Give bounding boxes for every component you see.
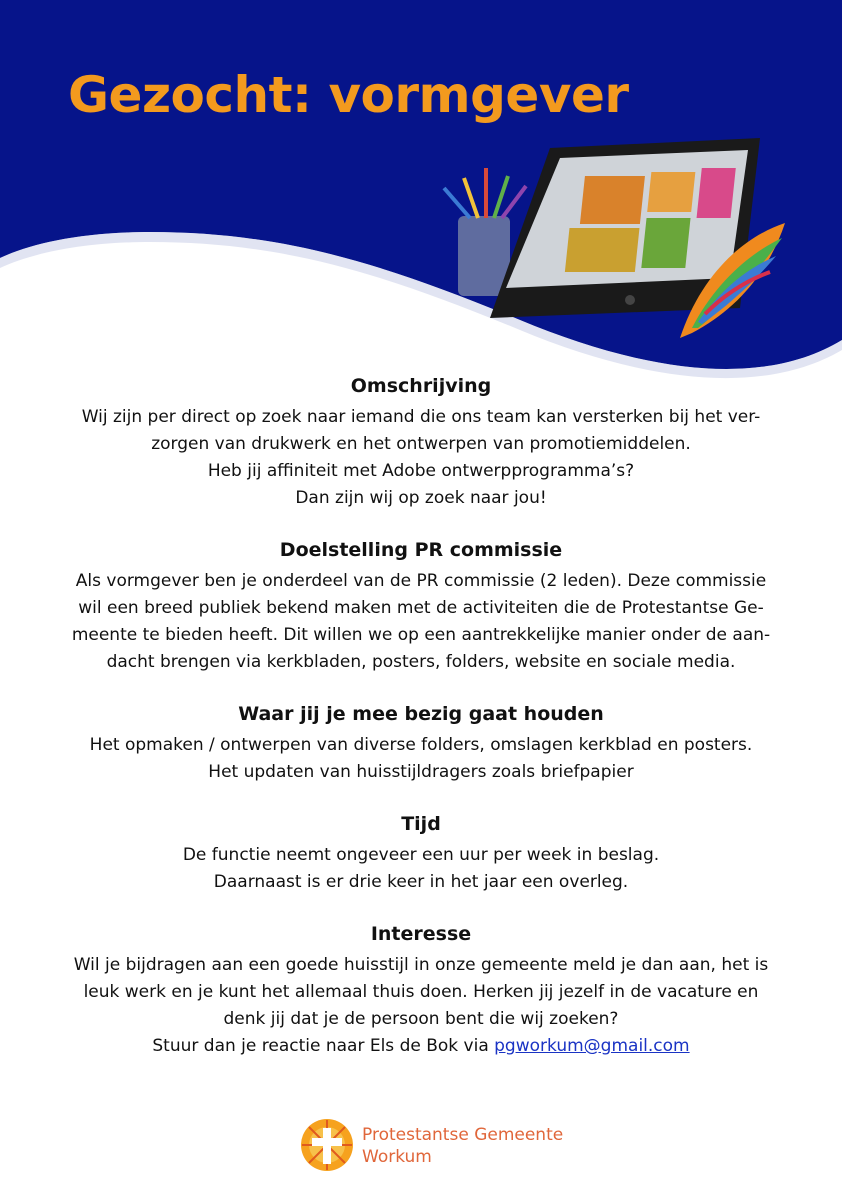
section-text: Wil je bijdragen aan een goede huisstijl in onze gemeente meld je dan aan, het is leuk werk en je kunt het allemaal thuis doen. Herken jij jezelf in de vacature en denk jij dat je de persoon bent die wij zoeken? Stuur dan je reactie naar Els de Bok via pgworkum@gmail.com: [73, 955, 769, 1056]
content-body: [30, 372, 812, 1084]
section-interesse: [30, 920, 812, 1060]
section-heading: Omschrijving: [350, 375, 492, 397]
organization-name: Protestantse Gemeente Workum: [362, 1125, 564, 1167]
section-tijd: [30, 810, 812, 896]
section-text: De functie neemt ongeveer een uur per week in beslag. Daarnaast is er drie keer in het jaar een overleg.: [182, 845, 660, 892]
section-heading: Interesse: [370, 923, 472, 945]
sun-cross-logo-icon: [300, 1118, 354, 1172]
section-text: Het opmaken / ontwerpen van diverse folders, omslagen kerkblad en posters. Het updaten van huisstijldragers zoals briefpapier: [89, 735, 753, 782]
section-heading: Doelstelling PR commissie: [279, 539, 563, 561]
tablet-illustration-icon: [430, 128, 790, 358]
section-heading: Tijd: [401, 813, 441, 835]
contact-email-link[interactable]: pgworkum@gmail.com: [494, 1036, 690, 1056]
section-heading: Waar jij je mee bezig gaat houden: [238, 703, 604, 725]
header-banner: [0, 0, 842, 380]
section-omschrijving: [30, 372, 812, 512]
section-text: Als vormgever ben je onderdeel van de PR commissie (2 leden). Deze commissie wil een breed publiek bekend maken met de activiteiten die de Protestantse Ge- meente te bieden heeft. Dit willen we op een aantrekkelijke manier onder de aan- dacht brengen via kerkbladen, posters, folders, website en sociale media.: [71, 571, 771, 672]
section-taken: [30, 700, 812, 786]
section-doelstelling: [30, 536, 812, 676]
footer-logo: [300, 1118, 620, 1174]
page-title: Gezocht: vormgever: [68, 66, 629, 124]
section-text: Wij zijn per direct op zoek naar iemand die ons team kan versterken bij het ver- zorgen van drukwerk en het ontwerpen van promotiemiddelen. Heb jij affiniteit met Adobe ontwerpprogramma’s? Dan zijn wij op zoek naar jou!: [81, 407, 761, 508]
